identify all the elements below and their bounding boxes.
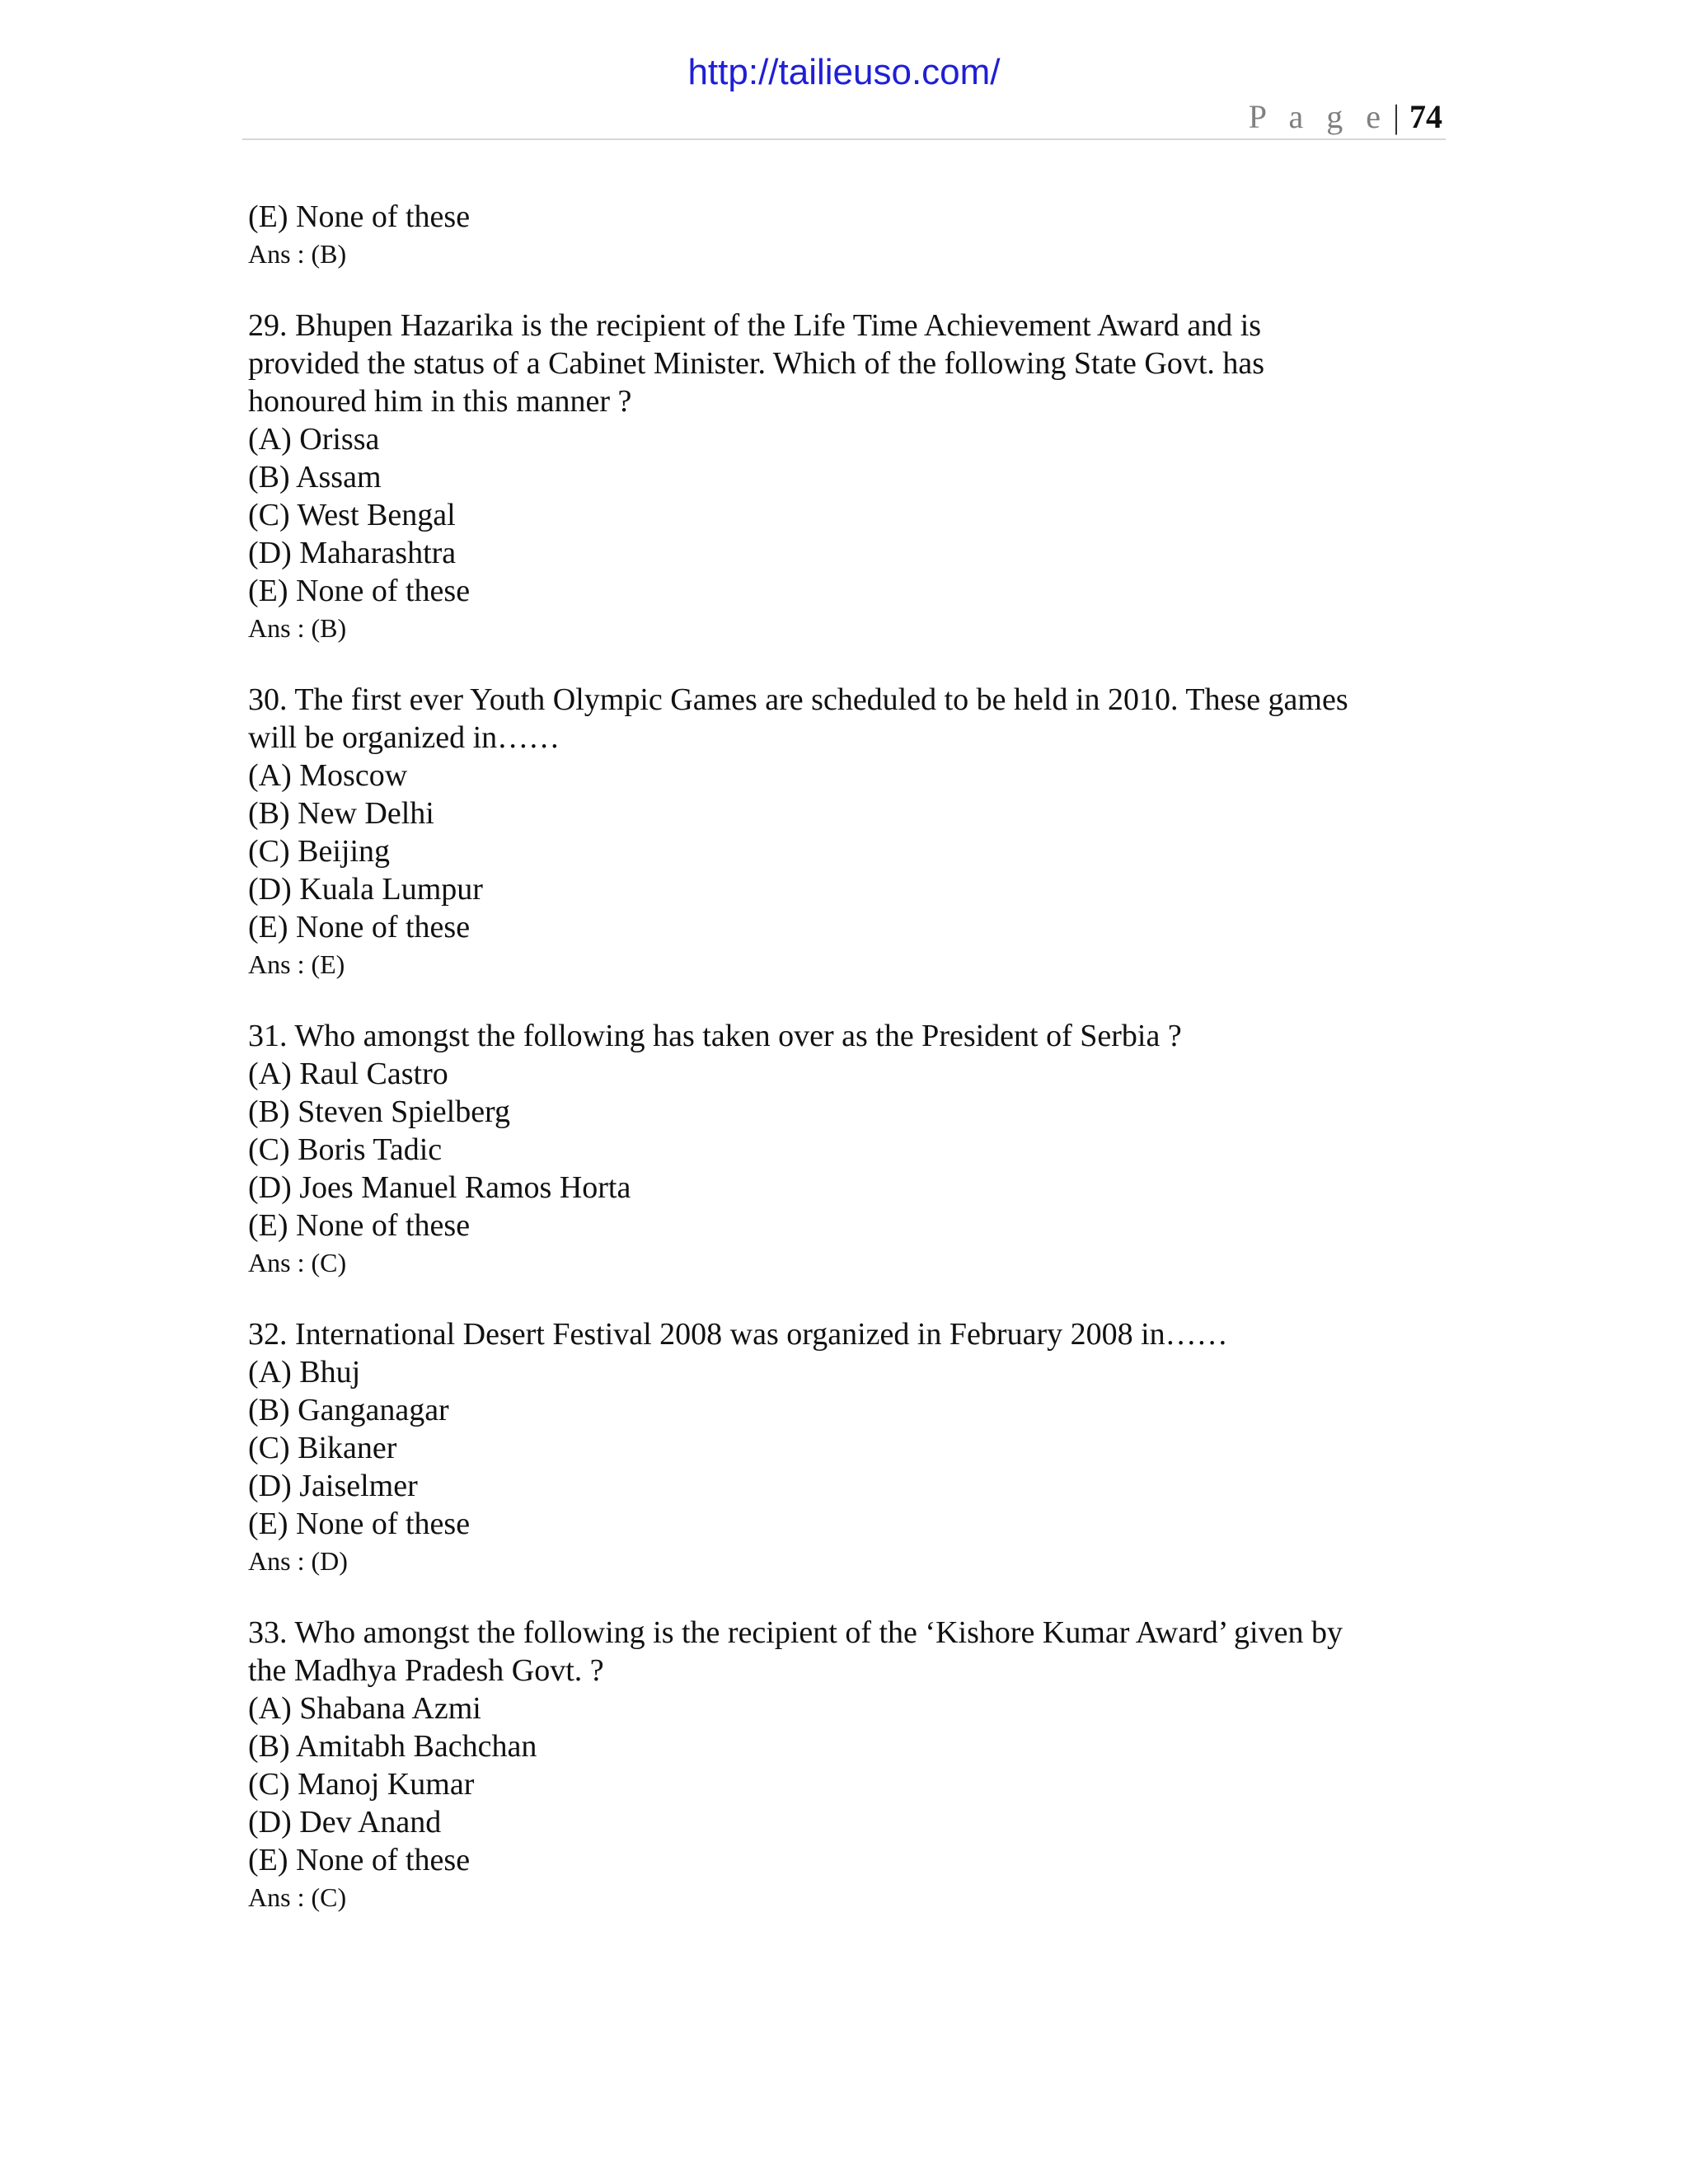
answer-line: Ans : (C) — [248, 1248, 347, 1277]
question-text: honoured him in this manner ? — [248, 384, 632, 419]
question-block — [248, 1614, 1435, 1914]
spacer — [248, 1577, 1435, 1614]
option-line: (C) Bikaner — [248, 1431, 397, 1465]
option-line: (E) None of these — [248, 574, 471, 608]
option-line: (B) Amitabh Bachchan — [248, 1729, 537, 1764]
option-line: (E) None of these — [248, 1507, 471, 1541]
question-text: 30. The first ever Youth Olympic Games are scheduled to be held in 2010. These games — [248, 682, 1348, 717]
question-text: 32. International Desert Festival 2008 was organized in February 2008 in…… — [248, 1317, 1228, 1352]
question-block — [248, 681, 1435, 981]
page-number: 74 — [1409, 98, 1442, 135]
option-line: (E) None of these — [248, 1208, 471, 1243]
question-text: provided the status of a Cabinet Minister. Which of the following State Govt. has — [248, 346, 1265, 381]
continued-question-block — [248, 198, 1435, 270]
option-line: (C) Boris Tadic — [248, 1132, 443, 1167]
question-text: will be organized in…… — [248, 720, 560, 755]
option-line: (A) Moscow — [248, 758, 408, 793]
option-line: (E) None of these — [248, 1843, 471, 1877]
question-block — [248, 1017, 1435, 1279]
answer-line: Ans : (D) — [248, 1546, 348, 1576]
option-line: (E) None of these — [248, 910, 471, 944]
spacer — [248, 644, 1435, 681]
option-line: (D) Joes Manuel Ramos Horta — [248, 1170, 631, 1205]
answer-line: Ans : (C) — [248, 1882, 347, 1912]
question-text: 29. Bhupen Hazarika is the recipient of the Life Time Achievement Award and is — [248, 308, 1262, 343]
option-line: (C) West Bengal — [248, 498, 456, 532]
site-url-link[interactable]: http://tailieuso.com/ — [687, 52, 1001, 92]
page-label: P a g e — [1248, 98, 1388, 135]
spacer — [248, 270, 1435, 307]
option-line: (A) Raul Castro — [248, 1057, 448, 1091]
spacer — [248, 1279, 1435, 1315]
option-line: (E) None of these — [248, 199, 471, 234]
question-block — [248, 307, 1435, 644]
question-text: 31. Who amongst the following has taken over as the President of Serbia ? — [248, 1019, 1182, 1053]
option-line: (A) Orissa — [248, 422, 380, 457]
question-text: the Madhya Pradesh Govt. ? — [248, 1653, 604, 1688]
option-line: (B) Ganganagar — [248, 1393, 449, 1427]
answer-line: Ans : (B) — [248, 613, 347, 643]
option-line: (B) New Delhi — [248, 796, 434, 831]
option-line: (A) Bhuj — [248, 1355, 361, 1390]
option-line: (D) Kuala Lumpur — [248, 872, 483, 907]
option-line: (D) Jaiselmer — [248, 1469, 418, 1503]
option-line: (C) Manoj Kumar — [248, 1767, 475, 1802]
option-line: (D) Maharashtra — [248, 536, 457, 570]
option-line: (C) Beijing — [248, 834, 391, 869]
question-block — [248, 1315, 1435, 1577]
option-line: (A) Shabana Azmi — [248, 1691, 481, 1726]
option-line: (D) Dev Anand — [248, 1805, 442, 1840]
answer-line: Ans : (E) — [248, 949, 345, 979]
question-text: 33. Who amongst the following is the recipient of the ‘Kishore Kumar Award’ given by — [248, 1615, 1343, 1650]
option-line: (B) Steven Spielberg — [248, 1094, 511, 1129]
spacer — [248, 981, 1435, 1017]
option-line: (B) Assam — [248, 460, 382, 494]
page-number-header — [1248, 98, 1442, 135]
page-content — [248, 198, 1435, 1914]
answer-line: Ans : (B) — [248, 239, 347, 269]
page-separator: | — [1392, 98, 1400, 135]
header-divider — [242, 138, 1446, 140]
